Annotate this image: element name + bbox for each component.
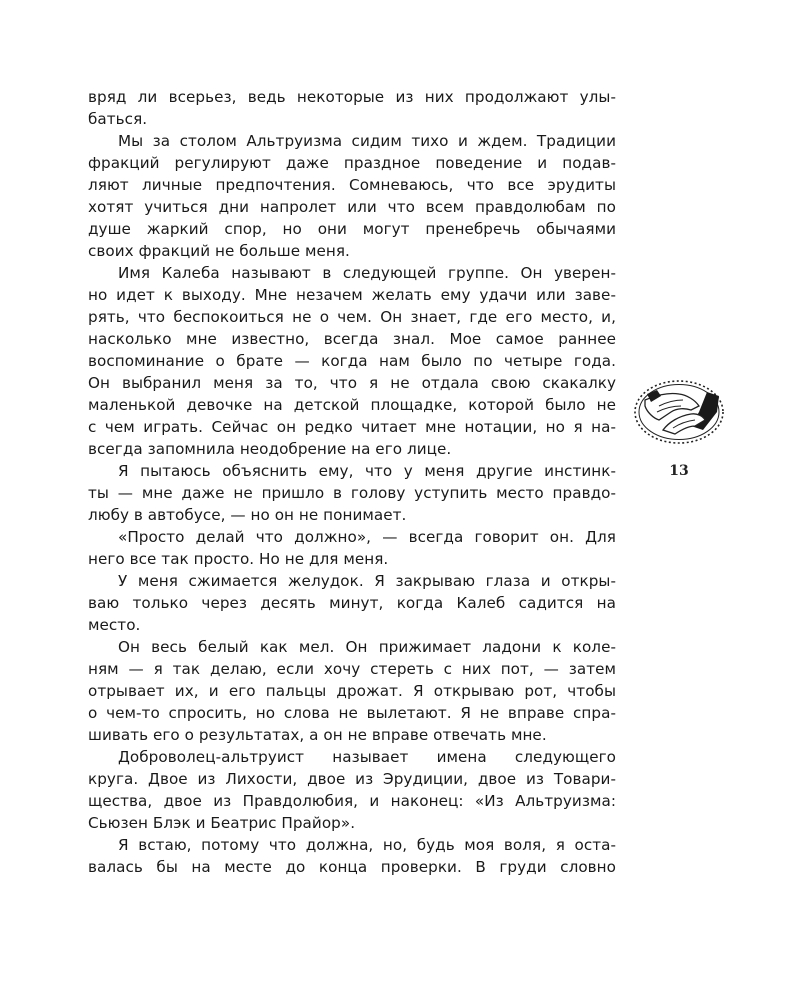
text-line: У меня сжимается желудок. Я закрываю глаза и откры- bbox=[118, 572, 616, 590]
text-line: насколько мне известно, всегда знал. Мое самое раннее bbox=[88, 330, 616, 348]
text-line: «Просто делай что должно», — всегда говорит он. Для bbox=[118, 528, 616, 546]
text-line: о чем-то спросить, но слова не вылетают. Я не вправе спра- bbox=[88, 704, 616, 722]
text-line: душе жаркий спор, но они могут пренебречь обычаями bbox=[88, 220, 616, 238]
text-line: круга. Двое из Лихости, двое из Эрудиции, двое из Товари- bbox=[88, 770, 616, 788]
text-line: воспоминание о брате — когда нам было по четыре года. bbox=[88, 352, 616, 370]
text-line: валась бы на месте до конца проверки. В груди словно bbox=[88, 858, 616, 876]
text-line: ням — я так делаю, если хочу стереть с них пот, — затем bbox=[88, 660, 616, 678]
text-line: всегда запомнила неодобрение на его лице. bbox=[88, 440, 452, 458]
text-line: с чем играть. Сейчас он редко читает мне нотации, но я на- bbox=[88, 418, 616, 436]
page-number: 13 bbox=[669, 463, 689, 479]
text-line: хотят учиться дни напролет или что всем правдолюбам по bbox=[88, 198, 616, 216]
text-line: Сьюзен Блэк и Беатрис Прайор». bbox=[88, 814, 356, 832]
text-line: Он весь белый как мел. Он прижимает ладони к коле- bbox=[118, 638, 616, 656]
text-line: ты — мне даже не пришло в голову уступить место правдо- bbox=[88, 484, 616, 502]
text-line: Я пытаюсь объяснить ему, что у меня другие инстинк- bbox=[118, 462, 616, 480]
text-line: ваю только через десять минут, когда Калеб садится на bbox=[88, 594, 616, 612]
text-line: но идет к выходу. Мне незачем желать ему удачи или заве- bbox=[88, 286, 616, 304]
text-line: фракций регулируют даже праздное поведение и подав- bbox=[88, 154, 616, 172]
text-line: шивать его о результатах, а он не вправе отвечать мне. bbox=[88, 726, 547, 744]
text-line: него все так просто. Но не для меня. bbox=[88, 550, 389, 568]
text-line: отрывает их, и его пальцы дрожат. Я открываю рот, чтобы bbox=[88, 682, 616, 700]
text-line: баться. bbox=[88, 110, 148, 128]
text-line: маленькой девочке на детской площадке, которой было не bbox=[88, 396, 616, 414]
text-line: Он выбранил меня за то, что я не отдала свою скакалку bbox=[88, 374, 616, 392]
text-line: Я встаю, потому что должна, но, будь моя воля, я оста- bbox=[118, 836, 616, 854]
text-line: вряд ли всерьез, ведь некоторые из них продолжают улы- bbox=[88, 88, 616, 106]
text-line: Имя Калеба называют в следующей группе. Он уверен- bbox=[118, 264, 616, 282]
text-line: место. bbox=[88, 616, 141, 634]
text-line: своих фракций не больше меня. bbox=[88, 242, 350, 260]
altruism-hands-emblem-icon bbox=[633, 378, 725, 446]
page-body-text bbox=[88, 86, 616, 878]
text-line: Мы за столом Альтруизма сидим тихо и ждем. Традиции bbox=[118, 132, 616, 150]
text-line: ляют личные предпочтения. Сомневаюсь, что все эрудиты bbox=[88, 176, 616, 194]
text-line: щества, двое из Правдолюбия, и наконец: «Из Альтруизма: bbox=[88, 792, 616, 810]
text-line: Доброволец-альтруист называет имена следующего bbox=[118, 748, 616, 766]
text-line: любу в автобусе, — но он не понимает. bbox=[88, 506, 407, 524]
text-line: рять, что беспокоиться не о чем. Он знает, где его место, и, bbox=[88, 308, 616, 326]
